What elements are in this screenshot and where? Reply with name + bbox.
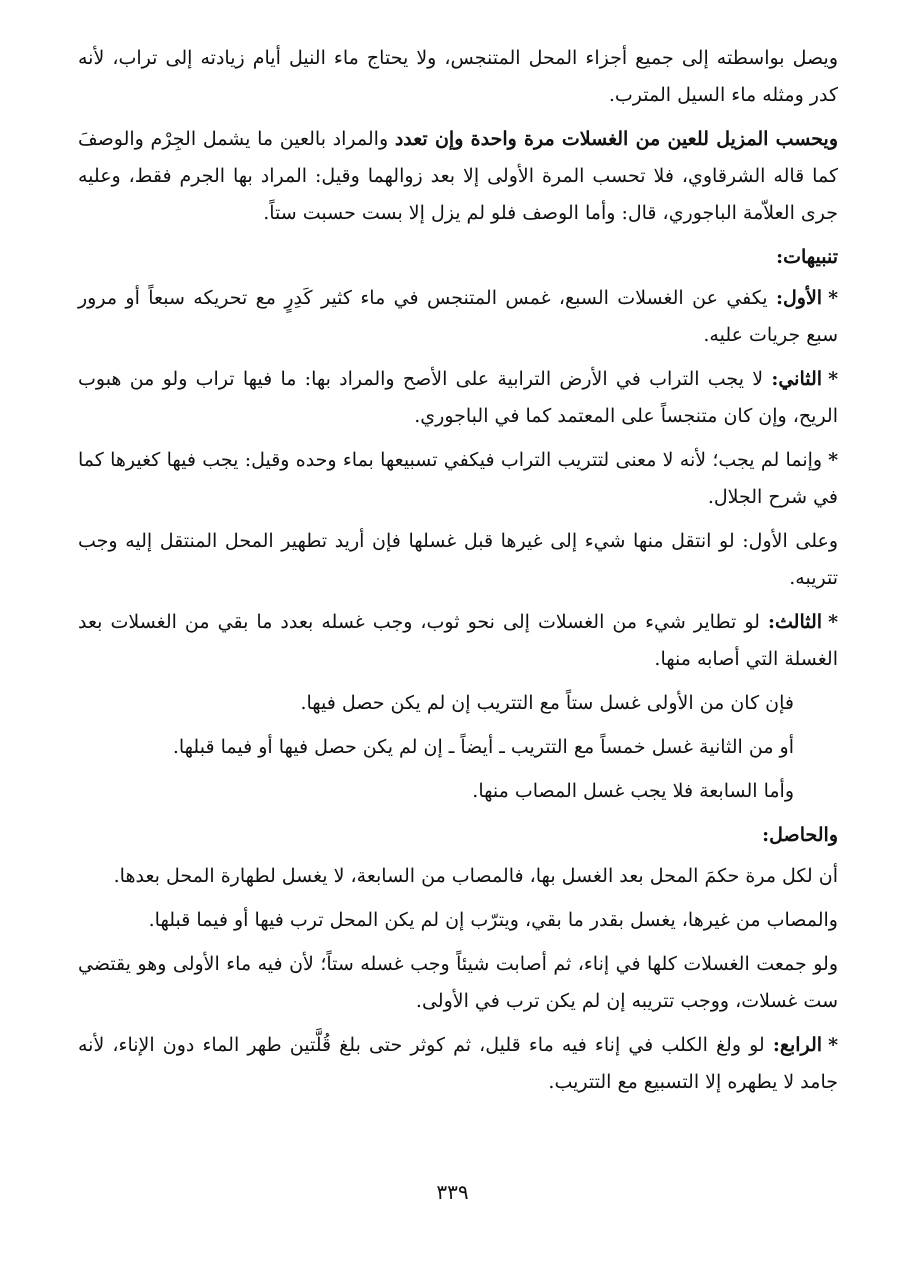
indented-line: فإن كان من الأولى غسل ستاً مع التتريب إن لم يكن حصل فيها. bbox=[300, 692, 794, 714]
note-text: لو ولغ الكلب في إناء فيه ماء قليل، ثم كوثر حتى بلغ قُلَّتين طهر الماء دون الإناء، لأنه جامد لا يطهره إلا التسبيع مع التتريب. bbox=[78, 1034, 838, 1093]
paragraph bbox=[78, 40, 838, 114]
indented-line: أو من الثانية غسل خمساً مع التتريب ـ أيضاً ـ إن لم يكن حصل فيها أو فيما قبلها. bbox=[172, 736, 794, 758]
note-third bbox=[78, 604, 838, 678]
paragraph-text: والمراد بالعين ما يشمل الجِرْم والوصفَ كما قاله الشرقاوي، فلا تحسب المرة الأولى إلا بعد زوالهما وقيل: المراد بها الجرم فقط، وعليه جرى العلاّمة الباجوري، قال: وأما الوصف فلو لم يزل إلا بست حسبت ستاً. bbox=[78, 128, 838, 224]
note-text: لو تطاير شيء من الغسلات إلى نحو ثوب، وجب غسله بعدد ما بقي من الغسلات بعد الغسلة التي أصابه منها. bbox=[78, 611, 838, 670]
paragraph-lead: ويحسب المزيل للعين من الغسلات مرة واحدة وإن تعدد bbox=[394, 128, 838, 150]
indented-line: وأما السابعة فلا يجب غسل المصاب منها. bbox=[472, 780, 794, 802]
tanbihat-heading: تنبيهات: bbox=[776, 246, 838, 268]
hasil-heading: والحاصل: bbox=[762, 824, 838, 846]
star-marker: * bbox=[828, 611, 838, 633]
note-text: وإنما لم يجب؛ لأنه لا معنى لتتريب التراب فيكفي تسبيعها بماء وحده وقيل: يجب فيها كغيرها كما في شرح الجلال. bbox=[78, 449, 838, 508]
star-marker: * bbox=[828, 287, 838, 309]
note-text: وعلى الأول: لو انتقل منها شيء إلى غيرها قبل غسلها فإن أريد تطهير المحل المنتقل إليه وجب تتريبه. bbox=[78, 530, 838, 589]
note-lead: الثاني: bbox=[771, 368, 823, 390]
star-marker: * bbox=[828, 1034, 838, 1056]
note-second bbox=[78, 361, 838, 435]
paragraph-text: ويصل بواسطته إلى جميع أجزاء المحل المتنجس، ولا يحتاج ماء النيل أيام زيادته إلى تراب، لأنه كدر ومثله ماء السيل المترب. bbox=[78, 47, 838, 106]
note-lead: الثالث: bbox=[768, 611, 823, 633]
note-second-followup bbox=[78, 523, 838, 597]
paragraph bbox=[78, 121, 838, 232]
note-lead: الرابع: bbox=[772, 1034, 823, 1056]
note-second-reason bbox=[78, 442, 838, 516]
note-text: لا يجب التراب في الأرض الترابية على الأصح والمراد بها: ما فيها تراب ولو من هبوب الريح، وإن كان متنجساً على المعتمد كما في الباجوري. bbox=[78, 368, 838, 427]
hasil-paragraph: ولو جمعت الغسلات كلها في إناء، ثم أصابت شيئاً وجب غسله ستاً؛ لأن فيه ماء الأولى وهو يقتضي ست غسلات، ووجب تتريبه إن لم يكن ترب في الأولى. bbox=[78, 953, 839, 1012]
page-body bbox=[78, 40, 838, 1108]
note-first bbox=[78, 280, 838, 354]
note-lead: الأول: bbox=[775, 287, 823, 309]
hasil-paragraph: والمصاب من غيرها، يغسل بقدر ما بقي، ويترّب إن لم يكن المحل ترب فيها أو فيما قبلها. bbox=[148, 909, 838, 931]
star-marker: * bbox=[828, 368, 838, 390]
note-text: يكفي عن الغسلات السبع، غمس المتنجس في ماء كثير كَدِرٍ مع تحريكه سبعاً أو مرور سبع جريات عليه. bbox=[78, 287, 838, 346]
page-number: ٣٣٩ bbox=[436, 1180, 469, 1204]
note-fourth bbox=[78, 1027, 838, 1101]
hasil-paragraph: أن لكل مرة حكمَ المحل بعد الغسل بها، فالمصاب من السابعة، لا يغسل لطهارة المحل بعدها. bbox=[113, 865, 838, 887]
star-marker: * bbox=[828, 449, 838, 471]
